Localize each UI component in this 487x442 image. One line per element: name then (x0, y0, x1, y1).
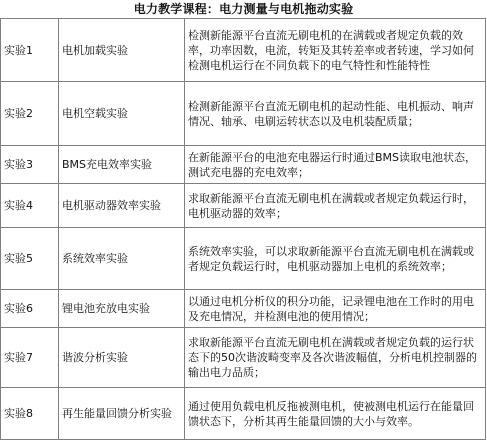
table-row (1, 328, 486, 388)
experiment-name: 锂电池充放电实验 (59, 290, 185, 328)
experiment-name: 谐波分析实验 (59, 328, 185, 388)
table-row (1, 290, 486, 328)
experiment-table (0, 18, 486, 440)
experiment-name: 电机驱动器效率实验 (59, 184, 185, 228)
experiment-description: 以通过电机分析仪的积分功能，记录锂电池在工作时的用电及充电情况，并检测电池的使用情况； (185, 290, 486, 328)
experiment-description: 系统效率实验，可以求取新能源平台直流无刷电机在满载或者规定负载运行时，电机驱动器加上电机的系统效率； (185, 228, 486, 290)
experiment-description: 求取新能源平台直流无刷电机在满载或者规定负载的运行状态下的50次谐波畸变率及各次谐波幅值，分析电机控制器的输出电力品质； (185, 328, 486, 388)
experiment-id: 实验1 (1, 19, 59, 82)
table-row (1, 388, 486, 440)
experiment-id: 实验4 (1, 184, 59, 228)
experiment-id: 实验6 (1, 290, 59, 328)
table-row (1, 184, 486, 228)
experiment-id: 实验2 (1, 82, 59, 146)
experiment-description: 通过使用负载电机反拖被测电机，使被测电机运行在能量回馈状态下，分析其再生能量回馈的大小与效率。 (185, 388, 486, 440)
experiment-id: 实验3 (1, 146, 59, 184)
page-title: 电力教学课程：电力测量与电机拖动实验 (133, 2, 354, 16)
experiment-name: 系统效率实验 (59, 228, 185, 290)
experiment-description: 检测新能源平台直流无刷电机的在满载或者规定负载的效率，功率因数，电流，转矩及其转差率或者转速，学习如何检测电机运行在不同负载下的电气特性和性能特性 (185, 19, 486, 82)
experiment-description: 在新能源平台的电池充电器运行时通过BMS读取电池状态，测试充电器的充电效率； (185, 146, 486, 184)
table-row (1, 82, 486, 146)
experiment-name: 电机加载实验 (59, 19, 185, 82)
experiment-name: 再生能量回馈分析实验 (59, 388, 185, 440)
experiment-description: 求取新能源平台直流无刷电机在满载或者规定负载运行时，电机驱动器的效率； (185, 184, 486, 228)
experiment-id: 实验7 (1, 328, 59, 388)
experiment-description: 检测新能源平台直流无刷电机的起动性能、电机振动、响声情况、轴承、电刷运转状态以及电机装配质量； (185, 82, 486, 146)
table-row (1, 228, 486, 290)
table-row (1, 19, 486, 82)
experiment-name: 电机空载实验 (59, 82, 185, 146)
experiment-name: BMS充电效率实验 (59, 146, 185, 184)
experiment-id: 实验8 (1, 388, 59, 440)
experiment-id: 实验5 (1, 228, 59, 290)
table-row (1, 146, 486, 184)
